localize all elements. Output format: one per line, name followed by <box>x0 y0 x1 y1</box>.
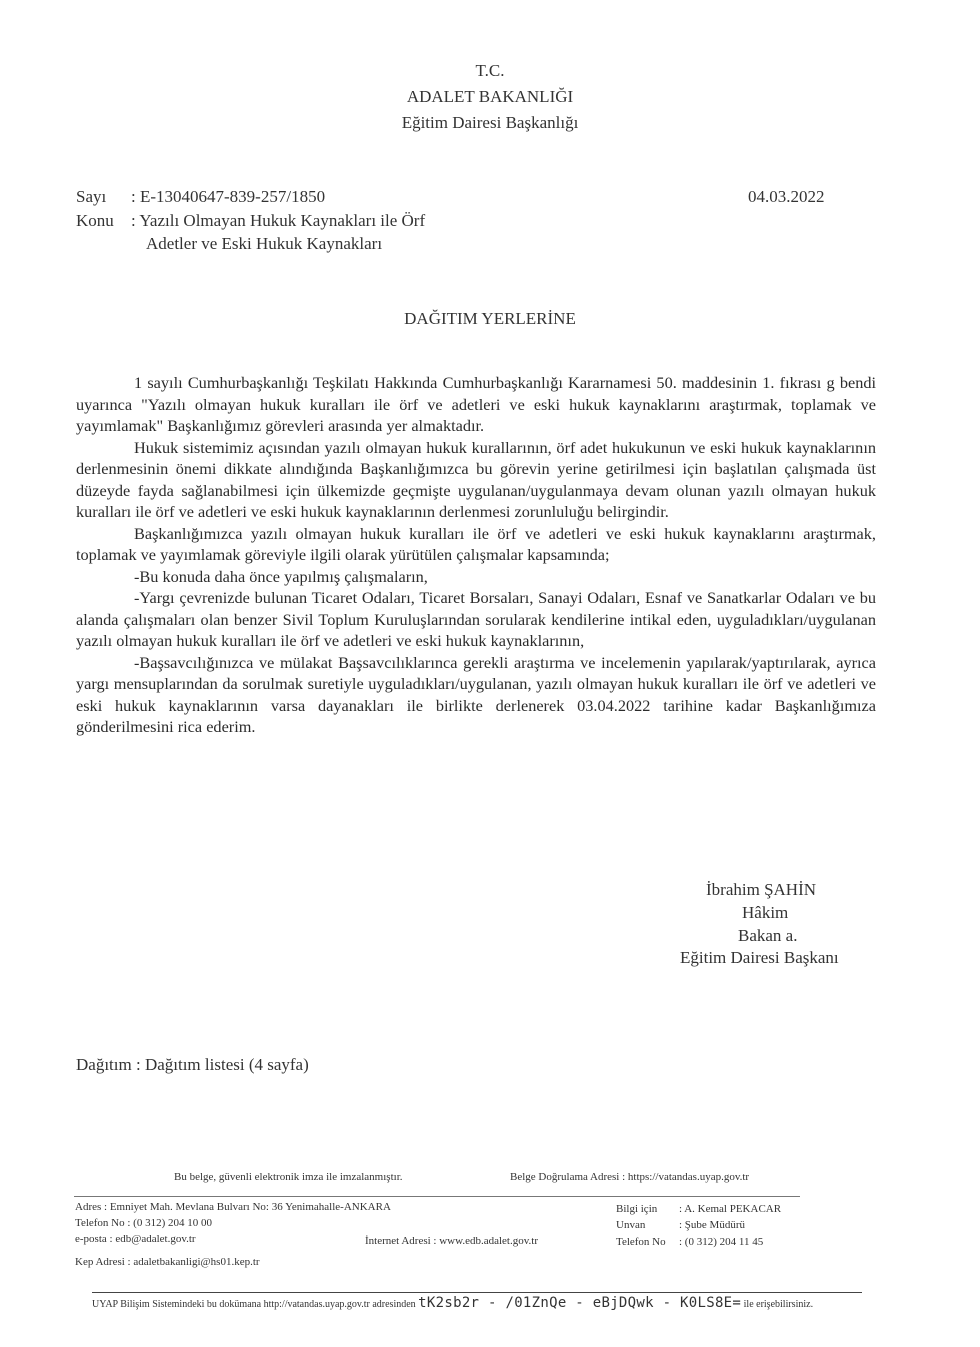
paragraph-5: -Yargı çevrenizde bulunan Ticaret Odaları, Ticaret Borsaları, Sanayi Odaları, Esnaf ve Sanatkarlar Odaları ve bu alanda çalışmaları olan benzer Sivil Toplum Kuruluşlarından sorularak kendilerine intikal eden, uyguladıkları/uygulanan yazılı olmayan hukuk kuralları ile örf ve adetleri ve eski hukuk kaynaklarının, <box>76 588 876 650</box>
footer-kep: Kep Adresi : adaletbakanligi@hs01.kep.tr <box>75 1256 260 1268</box>
uyap-line <box>92 1295 813 1311</box>
header-ministry: ADALET BAKANLIĞI <box>406 87 574 106</box>
signatory-name: İbrahim ŞAHİN <box>706 880 817 899</box>
header-tc: T.C. <box>475 61 505 80</box>
info-value: : A. Kemal PEKACAR <box>679 1203 782 1215</box>
sayi-label: Sayı <box>76 187 107 206</box>
footer-divider <box>74 1196 800 1197</box>
bottom-divider <box>92 1292 862 1293</box>
footer-email: e-posta : edb@adalet.gov.tr <box>75 1233 196 1245</box>
paragraph-4: -Bu konuda daha önce yapılmış çalışmaların, <box>134 566 428 586</box>
paragraph-3: Başkanlığımızca yazılı olmayan hukuk kuralları ile örf ve adetleri ve eski hukuk kaynaklarını araştırmak, toplamak ve yayımlamak göreviyle ilgili olarak yürütülen çalışmalar kapsamında; <box>76 523 876 564</box>
uyap-prefix: UYAP Bilişim Sistemindeki bu dokümana http://vatandas.uyap.gov.tr adresinden <box>92 1299 416 1310</box>
uyap-access-code: tK2sb2r - /01ZnQe - eBjDQwk - K0LS8E= <box>418 1295 742 1311</box>
recipient-heading: DAĞITIM YERLERİNE <box>404 309 576 328</box>
paragraph-6: -Başsavcılığınızca ve mülakat Başsavcılıklarınca gerekli araştırma ve incelemenin yapılarak/yaptırılarak, ayrıca yargı mensuplarından da sorulmak suretiyle uyguladıkları/uygulanan, yazılı olmayan hukuk kuralları ile örf ve adetleri ve eski hukuk kaynaklarının varsa dayanakları ile birlikte derlenerek 03.04.2022 tarihine kadar Başkanlığımıza gönderilmesini rica ederim. <box>76 652 876 736</box>
sayi-value: : E-13040647-839-257/1850 <box>131 187 326 206</box>
letter-body <box>76 372 876 738</box>
footer-phone: Telefon No : (0 312) 204 10 00 <box>75 1217 213 1229</box>
konu-line-1: : Yazılı Olmayan Hukuk Kaynakları ile Örf <box>131 211 426 230</box>
header-department: Eğitim Dairesi Başkanlığı <box>401 113 579 132</box>
info-label: Bilgi için <box>616 1203 658 1215</box>
tel-label: Telefon No <box>616 1236 666 1248</box>
paragraph-2: Hukuk sistemimiz açısından yazılı olmayan hukuk kurallarının, örf adet hukukunun ve eski hukuk kaynaklarının derlenmesinin önemi dikkate alındığında Başkanlığımızca bu görevin yerine getirilmesi için başlatılan çalışmada üst düzeyde fayda sağlanabilmesi için ülkemizde geçmişte uygulanan/uygulanmaya devam olunan yazılı olmayan hukuk kuralları ile örf ve adetleri ve eski hukuk kaynaklarının derlenmesi zorunluluğu belirgindir. <box>76 437 876 521</box>
signatory-on-behalf: Bakan a. <box>738 926 798 945</box>
uyap-suffix: ile erişebilirsiniz. <box>743 1299 814 1310</box>
unvan-value: : Şube Müdürü <box>679 1219 745 1231</box>
unvan-label: Unvan <box>616 1219 646 1231</box>
verify-address: Belge Doğrulama Adresi : https://vatandas.uyap.gov.tr <box>510 1171 750 1183</box>
signatory-title: Hâkim <box>742 903 789 922</box>
esign-note: Bu belge, güvenli elektronik imza ile imzalanmıştır. <box>174 1171 403 1183</box>
distribution-line: Dağıtım : Dağıtım listesi (4 sayfa) <box>76 1055 309 1074</box>
konu-line-2: Adetler ve Eski Hukuk Kaynakları <box>146 234 383 253</box>
footer-internet: İnternet Adresi : www.edb.adalet.gov.tr <box>365 1235 538 1247</box>
tel-value: : (0 312) 204 11 45 <box>679 1236 764 1248</box>
document-date: 04.03.2022 <box>748 187 825 206</box>
konu-label: Konu <box>76 211 114 230</box>
signatory-position: Eğitim Dairesi Başkanı <box>680 948 839 967</box>
paragraph-1: 1 sayılı Cumhurbaşkanlığı Teşkilatı Hakkında Cumhurbaşkanlığı Kararnamesi 50. maddesinin 1. fıkrası g bendi uyarınca "Yazılı olmayan hukuk kuralları ile örf ve adetleri ve eski hukuk kaynaklarını araştırmak, toplamak ve yayımlamak" Başkanlığımız görevleri arasında yer almaktadır. <box>76 373 876 435</box>
footer-address: Adres : Emniyet Mah. Mevlana Bulvarı No: 36 Yenimahalle-ANKARA <box>75 1201 391 1213</box>
